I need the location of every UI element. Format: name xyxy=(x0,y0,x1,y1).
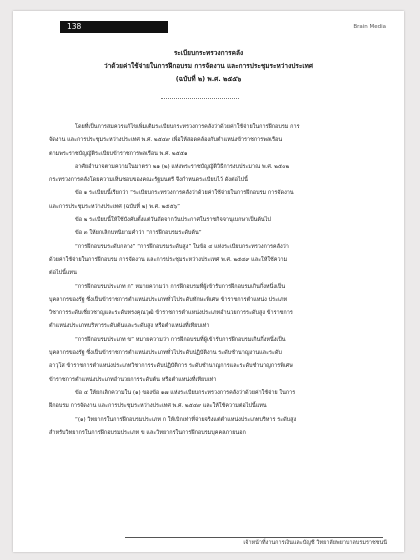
body-line: จัดงาน และการประชุมระหว่างประเทศ พ.ศ. ๒๕๔๙ เพื่อให้สอดคล้องกับตำแหน่งข้าราชการพลเรือน xyxy=(49,137,283,144)
body-line: สำหรับวิทยากรในการฝึกอบรมประเภท ข และวิทยากรในการฝึกอบรมบุคคลภายนอก xyxy=(49,429,246,436)
body-line: “การฝึกอบรมประเภท ก” หมายความว่า การฝึกอบรมที่ผู้เข้ารับการฝึกอบรมเกินกึ่งหนึ่งเป็น xyxy=(75,283,286,290)
body-line: วิชาการระดับเชี่ยวชาญและระดับทรงคุณวุฒิ ข้าราชการตำแหน่งประเภทอำนวยการระดับสูง ข้าราชการ xyxy=(49,310,293,317)
document-title-block xyxy=(13,47,404,86)
body-line: ข้อ ๑ ระเบียบนี้เรียกว่า “ระเบียบกระทรวงการคลังว่าด้วยค่าใช้จ่ายในการฝึกอบรม การจัดงาน xyxy=(75,190,294,197)
body-line: ข้อ ๒ ระเบียบนี้ให้ใช้บังคับตั้งแต่วันถัดจากวันประกาศในราชกิจจานุเบกษาเป็นต้นไป xyxy=(75,217,271,224)
body-line: ต่อไปนี้แทน xyxy=(49,270,77,277)
body-line: กระทรวงการคลังโดยความเห็นชอบของคณะรัฐมนตรี จึงกำหนดระเบียบไว้ ดังต่อไปนี้ xyxy=(49,177,248,184)
title-divider xyxy=(161,98,239,99)
footer-text: เจ้าหน้าที่งานการเงินและบัญชี วิทยาลัยพยาบาลบรมราชชนนี xyxy=(243,540,387,546)
body-line: อาศัยอำนาจตามความในมาตรา ๒๑ (๒) แห่งพระราชบัญญัติวิธีการงบประมาณ พ.ศ. ๒๕๐๒ xyxy=(75,163,290,170)
body-line: ข้อ ๓ ให้ยกเลิกบทนิยามคำว่า “การฝึกอบรมระดับต้น” xyxy=(75,230,202,237)
body-line: “การฝึกอบรมประเภท ข” หมายความว่า การฝึกอบรมที่ผู้เข้ารับการฝึกอบรมเกินกึ่งหนึ่งเป็น xyxy=(75,336,286,343)
body-line: ด้วยค่าใช้จ่ายในการฝึกอบรม การจัดงาน และการประชุมระหว่างประเทศ พ.ศ. ๒๕๔๙ และให้ใช้ความ xyxy=(49,256,288,263)
footer-rule xyxy=(125,537,383,538)
publisher-brand: Brain Media xyxy=(353,24,386,30)
body-line: อาวุโส ข้าราชการตำแหน่งประเภทวิชาการระดับปฏิบัติการ ระดับชำนาญการและระดับชำนาญการพิเศษ xyxy=(49,363,293,370)
body-line: ข้าราชการตำแหน่งประเภทอำนวยการระดับต้น หรือตำแหน่งที่เทียบเท่า xyxy=(49,376,217,383)
title-line-1: ระเบียบกระทรวงการคลัง xyxy=(173,49,244,57)
body-line: ตำแหน่งประเภทบริหารระดับต้นและระดับสูง หรือตำแหน่งที่เทียบเท่า xyxy=(49,323,210,330)
body-line: ฝึกอบรม การจัดงาน และการประชุมระหว่างประเทศ พ.ศ. ๒๕๔๙ และให้ใช้ความต่อไปนี้แทน xyxy=(49,403,267,410)
document-page xyxy=(13,11,404,552)
body-line: โดยที่เป็นการสมควรแก้ไขเพิ่มเติมระเบียบกระทรวงการคลังว่าด้วยค่าใช้จ่ายในการฝึกอบรม การ xyxy=(75,124,300,130)
body-line: ข้อ ๔ ให้ยกเลิกความใน (๑) ของข้อ ๑๗ แห่งระเบียบกระทรวงการคลังว่าด้วยค่าใช้จ่าย ในการ xyxy=(75,389,296,396)
title-line-3: (ฉบับที่ ๒) พ.ศ. ๒๕๕๖ xyxy=(175,75,242,83)
body-line: “(๑) วิทยากรในการฝึกอบรมประเภท ก ให้เบิกเท่าที่จ่ายจริงแต่ตำแหน่งประเภทบริหาร ระดับสูง xyxy=(75,416,297,423)
title-line-2: ว่าด้วยค่าใช้จ่ายในการฝึกอบรม การจัดงาน และการประชุมระหว่างประเทศ xyxy=(104,62,313,70)
body-line: และการประชุมระหว่างประเทศ (ฉบับที่ ๒) พ.ศ. ๒๕๕๖” xyxy=(49,203,180,210)
body-line: บุคลากรของรัฐ ซึ่งเป็นข้าราชการตำแหน่งประเภททั่วไประดับทักษะพิเศษ ข้าราชการตำแหน่ง ประเภท xyxy=(49,296,288,303)
body-line: “การฝึกอบรมระดับกลาง” “การฝึกอบรมระดับสูง” ในข้อ ๔ แห่งระเบียบกระทรวงการคลังว่า xyxy=(75,243,289,250)
body-line: ตามพระราชบัญญัติระเบียบข้าราชการพลเรือน พ.ศ. ๒๕๕๑ xyxy=(49,150,188,157)
page-number: 138 xyxy=(67,22,82,31)
body-line: บุคลากรของรัฐ ซึ่งเป็นข้าราชการตำแหน่งประเภททั่วไประดับปฏิบัติงาน ระดับชำนาญงานและระดับ xyxy=(49,350,282,357)
document-body xyxy=(49,121,369,440)
